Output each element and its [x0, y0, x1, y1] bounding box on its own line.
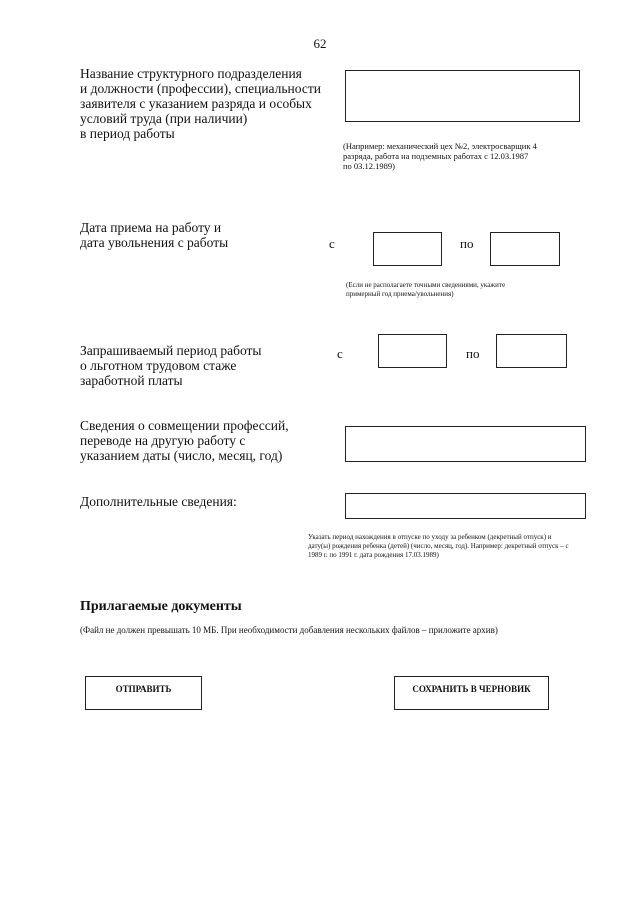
employment-from-label: с [329, 236, 335, 251]
requested-to-label: по [466, 346, 480, 361]
employment-dates-label: Дата приема на работу и дата увольнения с работы [80, 220, 229, 250]
position-hint: (Например: механический цех №2, электросварщик 4 разряда, работа на подземных работах с 12.03.1987 по 03.12.1989) [343, 141, 537, 171]
attachments-title: Прилагаемые документы [80, 599, 242, 614]
employment-start-input[interactable] [373, 232, 442, 266]
attachments-note: (Файл не должен превышать 10 МБ. При необходимости добавления нескольких файлов – приложите архив) [80, 625, 498, 635]
requested-end-input[interactable] [496, 334, 567, 368]
employment-dates-hint: (Если не располагаете точными сведениями, укажите примерный год приема/увольнения) [346, 281, 506, 298]
page-number: 62 [313, 36, 327, 51]
employment-to-label: по [460, 236, 474, 251]
requested-period-label: Запрашиваемый период работы о льготном трудовом стаже заработной платы [80, 343, 262, 388]
save-draft-button[interactable]: СОХРАНИТЬ В ЧЕРНОВИК [394, 676, 549, 710]
requested-start-input[interactable] [378, 334, 447, 368]
additional-hint: Указать период нахождения в отпуске по уходу за ребенком (декретный отпуск) и дату(ы) рождения ребенка (детей) (число, месяц, год). Например: декретный отпуск – с 1989 г. по 1991 г. дата рождения 17.03.1989) [308, 533, 569, 559]
submit-button[interactable]: ОТПРАВИТЬ [85, 676, 202, 710]
position-input[interactable] [345, 70, 580, 122]
combination-label: Сведения о совмещении профессий, переводе на другую работу с указанием даты (число, месяц, год) [80, 418, 289, 463]
position-label: Название структурного подразделения и должности (профессии), специальности заявителя с указанием разряда и особых условий труда (при наличии) в период работы [80, 66, 321, 141]
additional-label: Дополнительные сведения: [80, 494, 237, 509]
combination-input[interactable] [345, 426, 586, 462]
employment-end-input[interactable] [490, 232, 560, 266]
requested-from-label: с [337, 346, 343, 361]
additional-input[interactable] [345, 493, 586, 519]
